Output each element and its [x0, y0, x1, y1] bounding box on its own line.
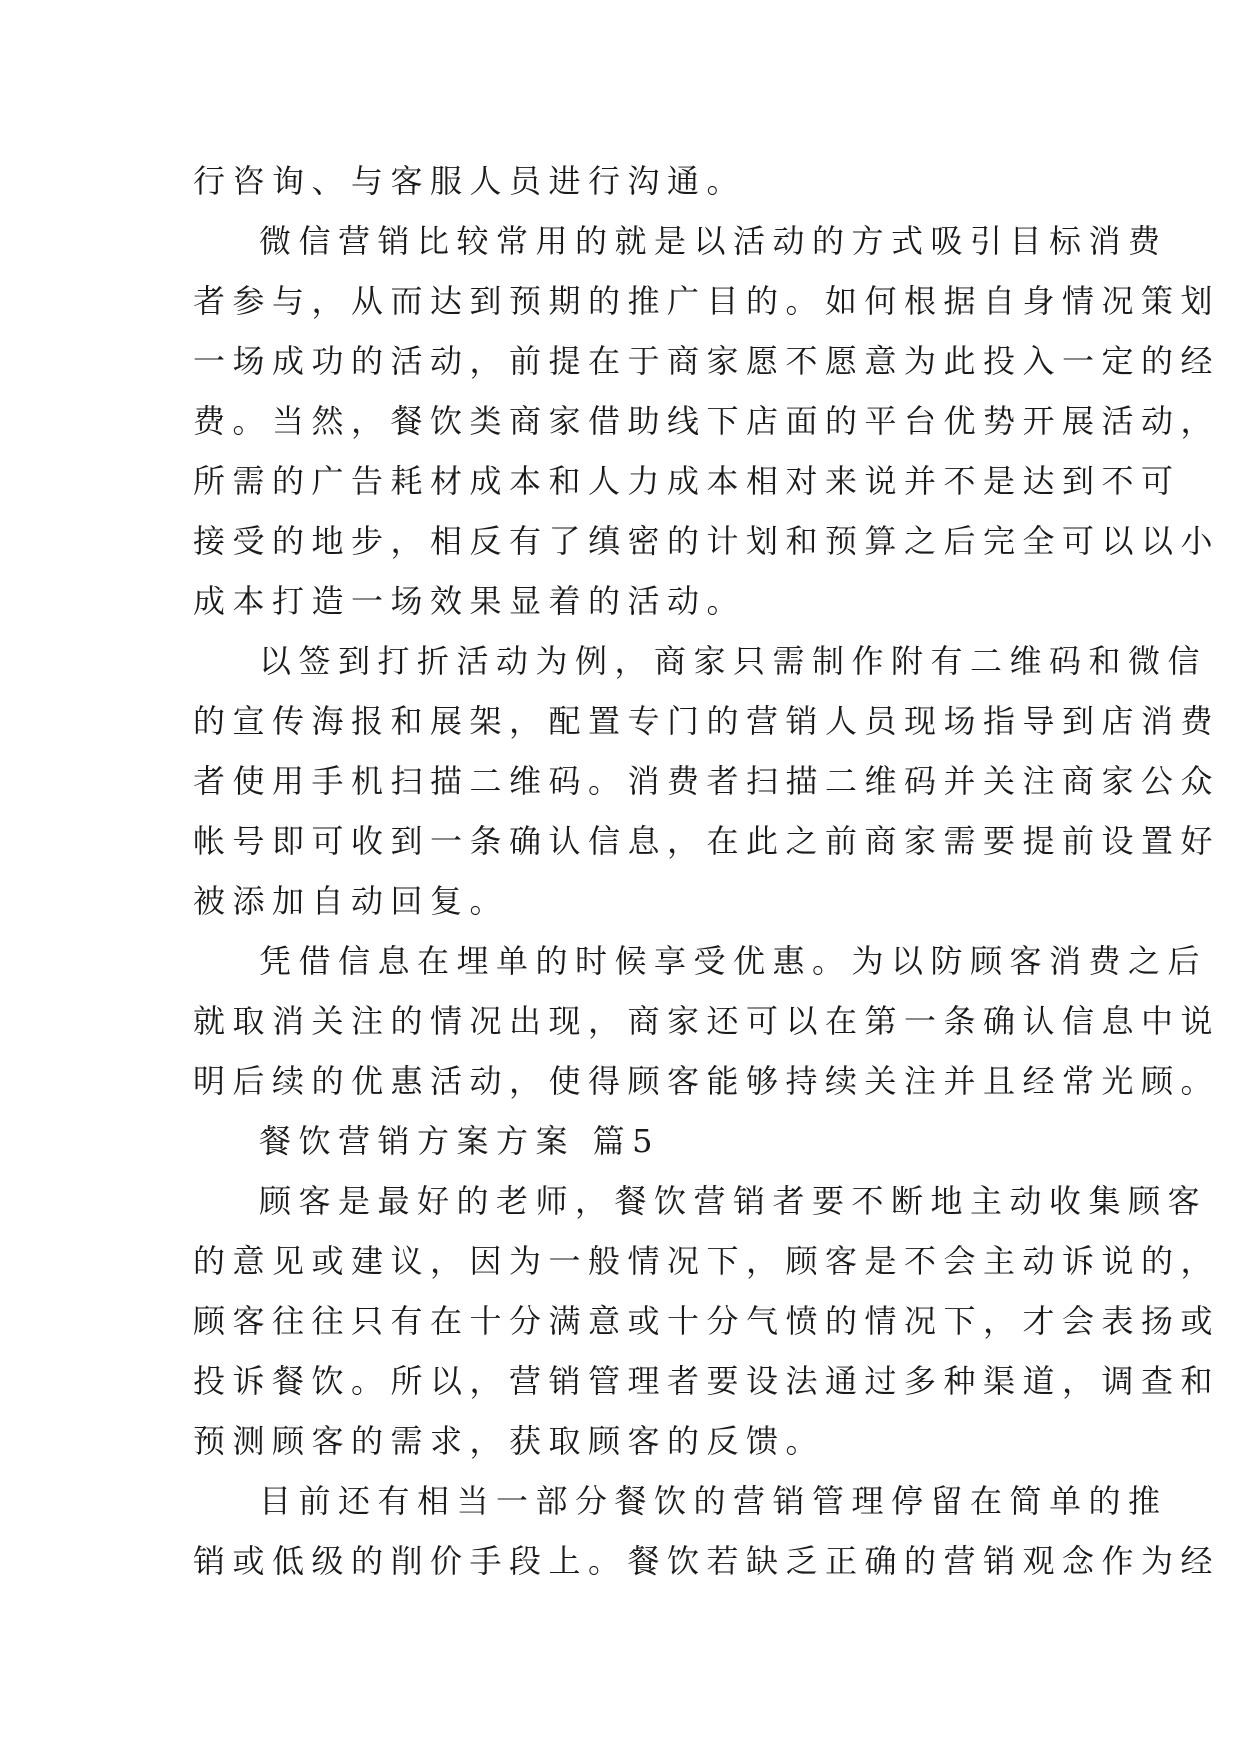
- paragraph-line: 被添加自动回复。: [193, 882, 510, 920]
- paragraph-line: 者参与，从而达到预期的推广目的。如何根据自身情况策划: [193, 282, 1221, 320]
- paragraph-line: 微信营销比较常用的就是以活动的方式吸引目标消费: [259, 222, 1168, 260]
- paragraph-line: 凭借信息在埋单的时候享受优惠。为以防顾客消费之后: [259, 942, 1208, 980]
- paragraph-line: 顾客是最好的老师，餐饮营销者要不断地主动收集顾客: [259, 1182, 1208, 1220]
- document-body: [193, 151, 1221, 1591]
- paragraph-line: 所需的广告耗材成本和人力成本相对来说并不是达到不可: [193, 462, 1181, 500]
- section-heading: 餐饮营销方案方案 篇5: [259, 1122, 661, 1160]
- paragraph-line: 预测顾客的需求，获取顾客的反馈。: [193, 1422, 826, 1460]
- paragraph-line: 销或低级的削价手段上。餐饮若缺乏正确的营销观念作为经: [193, 1542, 1221, 1580]
- paragraph-line: 以签到打折活动为例，商家只需制作附有二维码和微信: [259, 642, 1208, 680]
- paragraph-line: 成本打造一场效果显着的活动。: [193, 582, 747, 620]
- paragraph-line: 者使用手机扫描二维码。消费者扫描二维码并关注商家公众: [193, 762, 1221, 800]
- paragraph-line: 的意见或建议，因为一般情况下，顾客是不会主动诉说的，: [193, 1242, 1221, 1280]
- paragraph-line: 帐号即可收到一条确认信息，在此之前商家需要提前设置好: [193, 822, 1221, 860]
- paragraph-line: 投诉餐饮。所以，营销管理者要设法通过多种渠道，调查和: [193, 1362, 1221, 1400]
- paragraph-line: 明后续的优惠活动，使得顾客能够持续关注并且经常光顾。: [193, 1062, 1221, 1100]
- paragraph-line: 一场成功的活动，前提在于商家愿不愿意为此投入一定的经: [193, 342, 1221, 380]
- paragraph-line: 接受的地步，相反有了缜密的计划和预算之后完全可以以小: [193, 522, 1221, 560]
- paragraph-line: 费。当然，餐饮类商家借助线下店面的平台优势开展活动，: [193, 402, 1221, 440]
- paragraph-line: 目前还有相当一部分餐饮的营销管理停留在简单的推: [259, 1482, 1168, 1520]
- paragraph-line: 顾客往往只有在十分满意或十分气愤的情况下，才会表扬或: [193, 1302, 1221, 1340]
- paragraph-line: 的宣传海报和展架，配置专门的营销人员现场指导到店消费: [193, 702, 1221, 740]
- paragraph-line: 就取消关注的情况出现，商家还可以在第一条确认信息中说: [193, 1002, 1221, 1040]
- paragraph-line: 行咨询、与客服人员进行沟通。: [193, 162, 747, 200]
